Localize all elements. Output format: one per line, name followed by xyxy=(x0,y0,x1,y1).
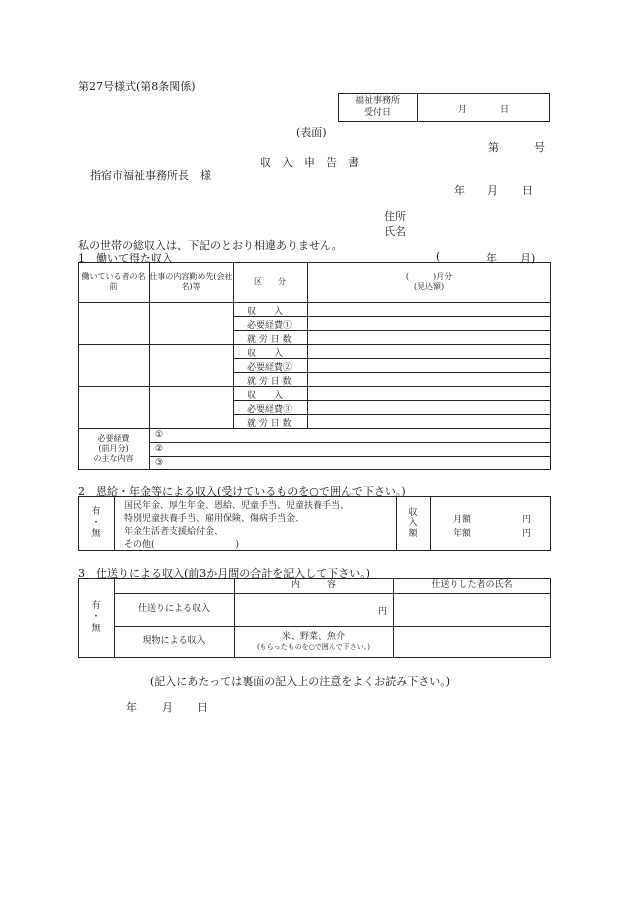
footer-day: 日 xyxy=(197,701,208,714)
g2-row2: 必要経費② xyxy=(247,363,293,373)
remittance-yes-no: 有 ・ 無 xyxy=(91,601,101,634)
date-day: 日 xyxy=(522,184,533,197)
pension-yes-no: 有 ・ 無 xyxy=(91,506,101,540)
page-title: 収 入 申 告 書 xyxy=(260,156,359,169)
footer-note: (記入にあたっては裏面の記入上の注意をよくお読み下さい。) xyxy=(150,675,451,688)
income-amount-label: 収 入 額 xyxy=(408,507,418,539)
address-label: 住所 xyxy=(384,210,406,223)
expense-item-3: ③ xyxy=(155,458,164,468)
g3-row2: 必要経費③ xyxy=(247,405,293,415)
pension-line-1: 国民年金、厚生年金、恩給、児童手当、児童扶養手当、 xyxy=(124,501,350,511)
number-prefix: 第 xyxy=(488,141,499,154)
col-sender: 仕送りした者の氏名 xyxy=(431,579,513,590)
pension-line-2: 特別児童扶養手当、雇用保険、傷病手当金、 xyxy=(124,514,305,524)
section1-heading: 1 働いて得た収入 xyxy=(78,252,173,265)
section3-heading: 3 仕送りによる収入(前3か月間の合計を記入して下さい。) xyxy=(78,567,371,580)
row-inkind-content: 米、野菜、魚介 (もらったものを○で囲んで下さい。) xyxy=(256,632,371,652)
form-number: 第27号様式(第8条関係) xyxy=(78,80,196,93)
g1-row3: 就 労 日 数 xyxy=(247,335,292,345)
pension-line-4: その他( ) xyxy=(124,540,240,550)
col-category: 区 分 xyxy=(254,277,286,286)
monthly-yen: 円 xyxy=(522,515,532,525)
g1-row1: 収 入 xyxy=(247,307,284,317)
receipt-day: 日 xyxy=(500,105,510,115)
g2-row1: 収 入 xyxy=(247,349,284,359)
g1-row2: 必要経費① xyxy=(247,321,293,331)
g3-row3: 就 労 日 数 xyxy=(247,419,292,429)
period-year: 年 xyxy=(486,252,497,265)
monthly-label: 月額 xyxy=(453,515,472,525)
col-job: 仕事の内容勤め先(会社名)等 xyxy=(149,272,233,291)
number-suffix: 号 xyxy=(534,141,545,154)
g3-row1: 収 入 xyxy=(247,391,284,401)
col-content: 内 容 xyxy=(290,579,336,590)
period-open: ( xyxy=(436,250,441,263)
receipt-month: 月 xyxy=(458,105,468,115)
date-month: 月 xyxy=(487,184,498,197)
col-worker: 働いている者の名前 xyxy=(81,272,146,291)
yearly-yen: 円 xyxy=(522,529,532,539)
side-label: (表面) xyxy=(296,126,327,139)
receipt-label: 福祉事務所 受付日 xyxy=(354,96,400,118)
pension-line-3: 年金生活者支援給付金、 xyxy=(124,527,224,537)
section2-heading: 2 恩給・年金等による収入(受けているものを○で囲んで下さい。) xyxy=(78,485,406,498)
expense-item-2: ② xyxy=(155,444,164,454)
row-remittance-yen: 円 xyxy=(378,607,388,617)
footer-month: 月 xyxy=(162,701,173,714)
name-label: 氏名 xyxy=(384,225,406,238)
expense-item-1: ① xyxy=(155,430,164,440)
row-inkind-label: 現物による収入 xyxy=(142,636,206,647)
row-remittance-label: 仕送りによる収入 xyxy=(137,603,210,614)
statement: 私の世帯の総収入は、下記のとおり相違ありません。 xyxy=(78,239,343,252)
yearly-label: 年額 xyxy=(453,529,472,539)
g2-row3: 就 労 日 数 xyxy=(247,377,292,387)
footer-year: 年 xyxy=(126,701,137,714)
expense-label: 必要経費 (前月分) の主な内容 xyxy=(93,434,134,463)
col-amount: ( )月分 (見込額) xyxy=(405,272,453,291)
period-month: 月) xyxy=(520,252,536,265)
addressee: 指宿市福祉事務所長 様 xyxy=(90,169,211,182)
date-year: 年 xyxy=(454,184,465,197)
